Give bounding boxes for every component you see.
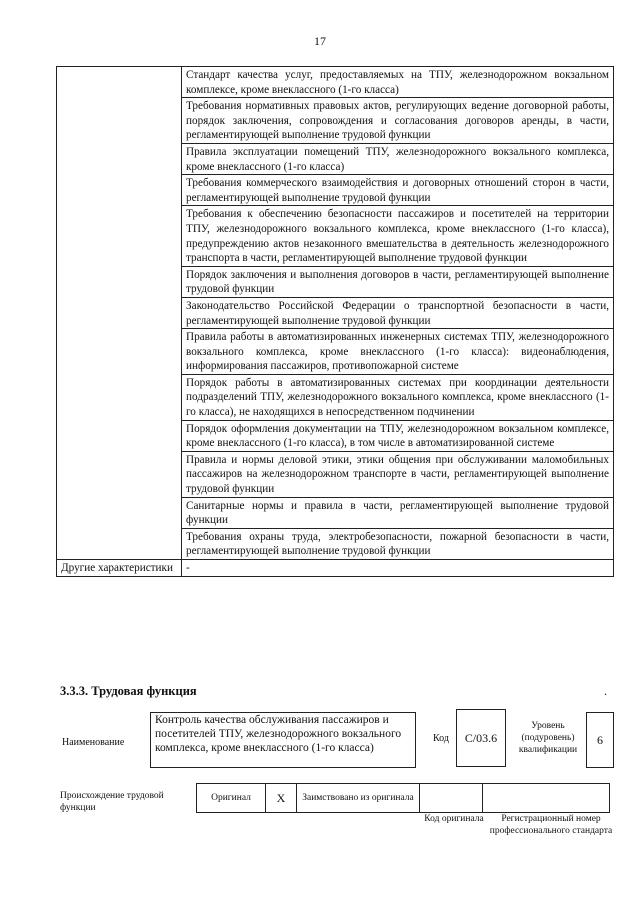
section-heading: 3.3.3. Трудовая функция [60, 684, 197, 698]
other-value: - [182, 560, 614, 577]
requirements-body [57, 67, 614, 560]
code-original-label: Код оригинала [424, 814, 484, 824]
name-label: Наименование [62, 737, 125, 748]
original-mark: X [266, 784, 297, 813]
requirements-label-cell [57, 67, 182, 560]
origin-table [196, 783, 610, 813]
requirement-row [57, 67, 614, 98]
code-label: Код [433, 733, 449, 744]
page-number: 17 [314, 34, 326, 48]
code-value: C/03.6 [456, 709, 506, 767]
level-value: 6 [586, 712, 614, 768]
reg-number-cell [483, 784, 610, 813]
requirement-text: Порядок заключения и выполнения договоров в части, регламентирующей выполнение трудовой функции [182, 266, 614, 297]
borrowed-cell: Заимствовано из оригинала [297, 784, 420, 813]
requirement-text: Требования нормативных правовых актов, регулирующих ведение договорной работы, порядок заключения, сопровождения и согласования договоров аренды, в части, регламентирующей выполнение трудовой функции [182, 98, 614, 144]
requirements-table [56, 66, 614, 577]
code-original-cell [420, 784, 483, 813]
requirement-text: Порядок работы в автоматизированных системах при координации деятельности подразделений ТПУ, железнодорожного вокзального комплекса, кроме внеклассного (1-го класса), не находящихся в непосредственном подчинении [182, 374, 614, 420]
other-label: Другие характеристики [57, 560, 182, 577]
requirement-text: Правила и нормы деловой этики, этики общения при обслуживании маломобильных пассажиров на железнодорожном транспорте в части, регламентирующей выполнение трудовой функции [182, 451, 614, 497]
requirement-text: Требования к обеспечению безопасности пассажиров и посетителей на территории ТПУ, железнодорожного вокзального комплекса, кроме внеклассного (1-го класса), предупреждению актов незаконного вмешательства в деятельность железнодорожного транспорта в части, регламентирующей выполнение трудовой функции [182, 206, 614, 266]
name-value: Контроль качества обслуживания пассажиров и посетителей ТПУ, железнодорожного вокзального комплекса, кроме внеклассного (1-го класса) [150, 712, 416, 768]
other-characteristics-row [57, 560, 614, 577]
requirement-text: Правила эксплуатации помещений ТПУ, железнодорожного вокзального комплекса, кроме внеклассного (1-го класса) [182, 143, 614, 174]
origin-label: Происхождение трудовой функции [60, 791, 164, 813]
reg-number-label: Регистрационный номер профессионального стандарта [489, 814, 613, 836]
requirement-text: Стандарт качества услуг, предоставляемых на ТПУ, железнодорожном вокзальном комплексе, кроме внеклассного (1-го класса) [182, 67, 614, 98]
requirement-text: Порядок оформления документации на ТПУ, железнодорожном вокзальном комплексе, кроме внеклассного (1-го класса), в том числе в автоматизированной системе [182, 420, 614, 451]
requirement-text: Законодательство Российской Федерации о транспортной безопасности в части, регламентирующей выполнение трудовой функции [182, 297, 614, 328]
original-cell: Оригинал [197, 784, 266, 813]
requirement-text: Санитарные нормы и правила в части, регламентирующей выполнение трудовой функции [182, 497, 614, 528]
level-label: Уровень (подуровень) квалификации [518, 721, 578, 755]
requirement-text: Требования коммерческого взаимодействия и договорных отношений сторон в части, регламентирующей выполнение трудовой функции [182, 175, 614, 206]
dot-mark: . [604, 684, 607, 698]
requirement-text: Правила работы в автоматизированных инженерных системах ТПУ, железнодорожного вокзального комплекса, кроме внеклассного (1-го класса): видеонаблюдения, информирования пассажиров, противопожарной системе [182, 329, 614, 375]
requirement-text: Требования охраны труда, электробезопасности, пожарной безопасности в части, регламентирующей выполнение трудовой функции [182, 528, 614, 559]
